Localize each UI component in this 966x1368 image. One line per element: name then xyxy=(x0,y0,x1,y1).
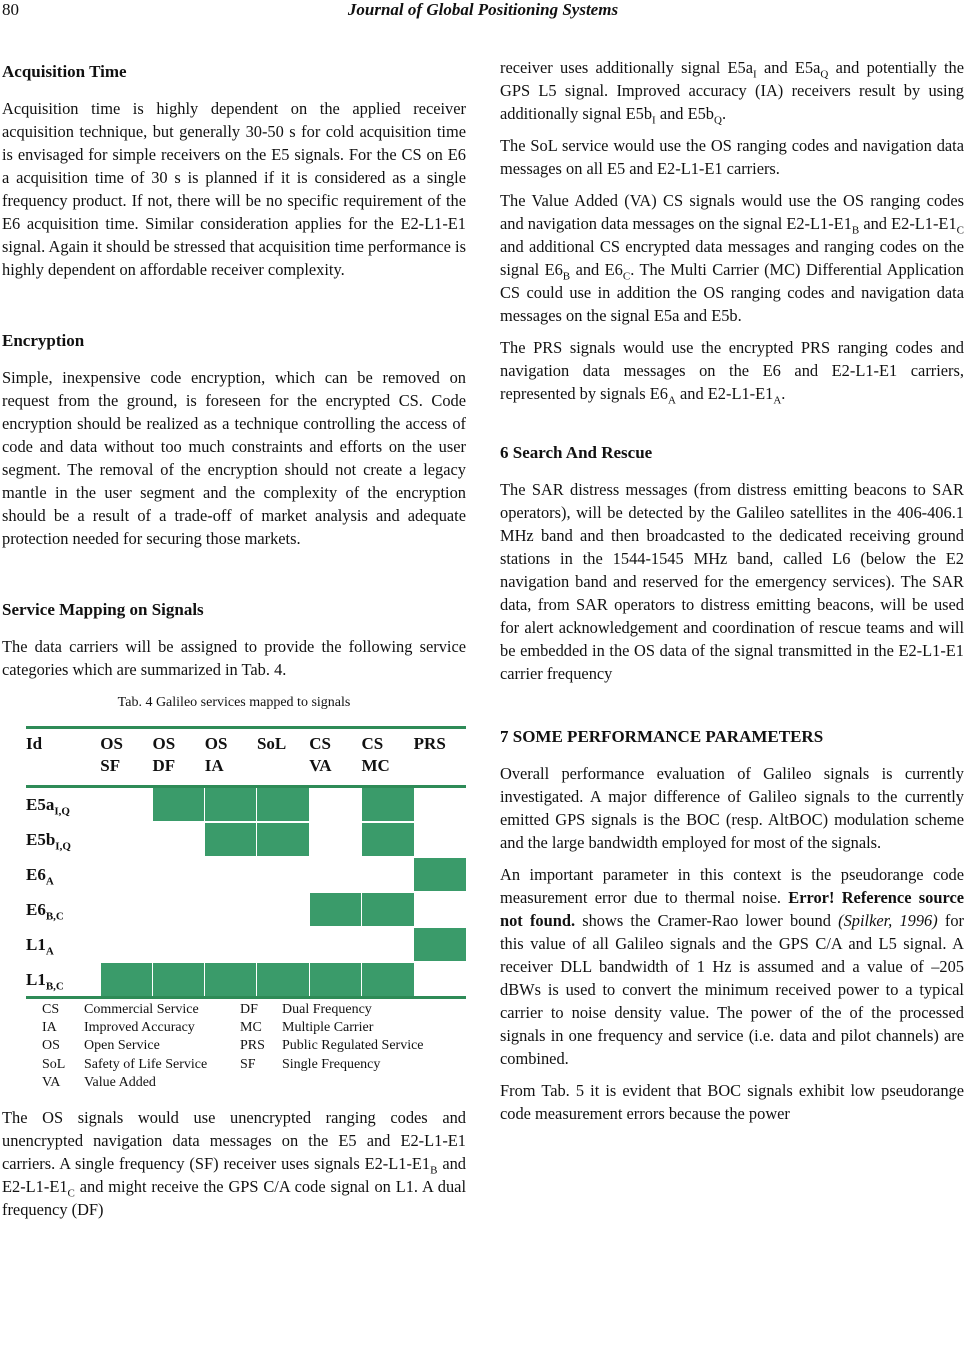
mapped-cell xyxy=(153,962,205,998)
mapped-cell xyxy=(361,787,413,823)
paragraph-encryption: Simple, inexpensive code encryption, which can be removed on request from the ground, is foreseen for the encrypted CS. Code encryption should be realized as a technique controlling the access of code and data without too much constraints and efforts on the user segment. The removal of the encryption should not create a legacy mantle in the user segment and the complexity of the encryption should be a result of a trade-off of market analysis and adequate protection needed for securing those markets. xyxy=(2,368,466,548)
mapped-cell xyxy=(257,962,309,998)
paragraph-prs: The PRS signals would use the encrypted PRS ranging codes and navigation data messages on the E6 and E2-L1-E1 carriers, represented by signals $E6_A$ and $E2-L1-E1_A$. xyxy=(500,338,964,407)
abbreviation-code: PRS xyxy=(240,1038,265,1054)
empty-cell xyxy=(100,857,152,892)
empty-cell xyxy=(153,892,205,927)
service-table xyxy=(26,726,466,999)
table-header-cell: CS VA xyxy=(309,728,361,787)
abbreviation-row xyxy=(42,1019,466,1037)
table-header-cell: OS IA xyxy=(205,728,257,787)
empty-cell xyxy=(309,857,361,892)
reference-error-text: Error! Reference source not found. xyxy=(500,888,965,930)
table-row xyxy=(26,927,466,962)
table-header-cell: PRS xyxy=(414,728,466,787)
mapped-cell xyxy=(257,822,309,857)
abbreviation-meaning xyxy=(282,1074,462,1092)
paragraph-os-signals: The OS signals would use unencrypted ranging codes and unencrypted navigation data messages on the E5 and E2-L1-E1 carriers. A single frequency (SF) receiver uses signals $E2-L1-E1_B$ and $E2-L1-E1_C$ and might receive the GPS C/A code signal on L1. A dual frequency (DF) xyxy=(2,1108,467,1220)
abbreviation-meaning: Public Regulated Service xyxy=(282,1038,424,1054)
empty-cell xyxy=(309,927,361,962)
citation-spilker: (Spilker, 1996) xyxy=(838,911,938,930)
empty-cell xyxy=(100,927,152,962)
paragraph-sar: The SAR distress messages (from distress emitting beacons to SAR operators), will be detected by the Galileo satellites in the 406-406.1 MHz band and then broadcasted to the dedicated receiving ground stations in the 1544-1545 MHz band, called L6 (below the E2 navigation band and reserved for the emergency services). The SAR data, from SAR operators to distress emitting beacons, will be used for alert acknowledgement and coordination of rescue teams and will be embedded in the OS data of the signal transmitted in the E2-L1-E1 carrier frequency xyxy=(500,480,964,683)
paragraph-boc-signals: From Tab. 5 it is evident that BOC signals exhibit low pseudorange code measurement errors because the power xyxy=(500,1081,964,1123)
abbreviation-code: VA xyxy=(42,1074,61,1090)
mapped-cell xyxy=(309,892,361,927)
signal-id-cell: $E5a_{I,Q}$ xyxy=(26,787,100,823)
empty-cell xyxy=(153,822,205,857)
empty-cell xyxy=(361,927,413,962)
table-header-subline xyxy=(414,755,466,777)
paragraph-acquisition: Acquisition time is highly dependent on the applied receiver acquisition technique, but generally 30-50 s for cold acquisition time is envisaged for simple receivers on the E5 signals. For the CS on E6 a acquisition time of 30 s is planned if it is considered as a single frequency product. If not, there will be no specific requirement of the E6 acquisition time. Similar consideration applies for the E2-L1-E1 signal. Again it should be stressed that acquisition time performance is highly dependent on affordable receiver complexity. xyxy=(2,99,466,279)
mapped-cell xyxy=(100,962,152,998)
abbreviation-meaning: Multiple Carrier xyxy=(282,1020,374,1036)
mapped-cell xyxy=(361,892,413,927)
empty-cell xyxy=(257,892,309,927)
abbreviation-row xyxy=(42,1001,466,1019)
table-row xyxy=(26,892,466,927)
mapped-cell xyxy=(414,857,466,892)
paragraph-performance-overview: Overall performance evaluation of Galileo signals is currently investigated. A major difference of Galileo signals to the currently emitted GPS signals is the BOC (resp. AltBOC) modulation scheme and the large bandwidth employed for most of the signals. xyxy=(500,764,964,852)
empty-cell xyxy=(205,927,257,962)
mapped-cell xyxy=(205,787,257,823)
empty-cell xyxy=(153,927,205,962)
mapped-cell xyxy=(205,962,257,998)
table-header-subline xyxy=(26,755,100,777)
table-row xyxy=(26,857,466,892)
table-header-cell: SoL xyxy=(257,728,309,787)
empty-cell xyxy=(257,927,309,962)
paragraph-sol: The SoL service would use the OS ranging codes and navigation data messages on all E5 and E2-L1-E1 carriers. xyxy=(500,136,964,178)
abbreviation-meaning: Safety of Life Service xyxy=(84,1056,208,1072)
table-header-row xyxy=(26,728,466,787)
abbreviation-meaning: Open Service xyxy=(84,1038,160,1054)
mapped-cell xyxy=(361,822,413,857)
abbreviation-meaning: Single Frequency xyxy=(282,1056,381,1072)
empty-cell xyxy=(100,822,152,857)
table-row xyxy=(26,787,466,823)
empty-cell xyxy=(414,822,466,857)
empty-cell xyxy=(100,787,152,823)
empty-cell xyxy=(153,857,205,892)
table-row xyxy=(26,962,466,998)
mapped-cell xyxy=(309,962,361,998)
table-header-subline: MC xyxy=(361,756,390,775)
mapped-cell xyxy=(414,927,466,962)
abbreviation-code xyxy=(240,1074,282,1092)
signal-id-cell: $E6_{B,C}$ xyxy=(26,892,100,927)
left-column xyxy=(2,56,466,1221)
abbreviation-meaning: Dual Frequency xyxy=(282,1002,372,1017)
empty-cell xyxy=(309,787,361,823)
table-header-cell: OS SF xyxy=(100,728,152,787)
heading-performance-parameters: 7 SOME PERFORMANCE PARAMETERS xyxy=(500,727,824,746)
abbreviation-row xyxy=(42,1074,466,1092)
empty-cell xyxy=(309,822,361,857)
empty-cell xyxy=(100,892,152,927)
heading-service-mapping: Service Mapping on Signals xyxy=(2,600,204,619)
empty-cell xyxy=(205,857,257,892)
abbreviation-meaning: Commercial Service xyxy=(84,1002,199,1017)
signal-id-cell: $E6_A$ xyxy=(26,857,100,892)
abbreviation-code: DF xyxy=(240,1002,258,1017)
table-header-subline: VA xyxy=(309,756,332,775)
table-header-subline: DF xyxy=(152,756,176,775)
empty-cell xyxy=(414,892,466,927)
mapped-cell xyxy=(257,787,309,823)
heading-acquisition-time: Acquisition Time xyxy=(2,62,127,81)
mapped-cell xyxy=(205,822,257,857)
signal-id-cell: $L1_A$ xyxy=(26,927,100,962)
abbreviation-code: SoL xyxy=(42,1056,66,1072)
abbreviation-meaning: Improved Accuracy xyxy=(84,1020,195,1036)
paragraph-df-receiver: receiver uses additionally signal $E5a_I$ and $E5a_Q$ and potentially the GPS L5 signal. Improved accuracy (IA) receivers result by using additionally signal $E5b_I$ and $E5b_Q$. xyxy=(500,58,964,127)
empty-cell xyxy=(414,962,466,998)
paragraph-service-mapping: The data carriers will be assigned to provide the following service categories which are summarized in Tab. 4. xyxy=(2,637,466,679)
table-header-cell: Id xyxy=(26,728,100,787)
empty-cell xyxy=(361,857,413,892)
mapped-cell xyxy=(153,787,205,823)
heading-search-and-rescue: 6 Search And Rescue xyxy=(500,443,653,462)
abbreviation-code: OS xyxy=(42,1038,60,1054)
table-header-subline: SF xyxy=(100,756,121,775)
abbreviation-code: IA xyxy=(42,1020,57,1036)
right-column xyxy=(500,56,964,1125)
abbreviation-legend xyxy=(42,1001,466,1092)
abbreviation-code: MC xyxy=(240,1020,262,1036)
page-number: 80 xyxy=(2,0,19,19)
table-header-cell: OS DF xyxy=(153,728,205,787)
abbreviation-row xyxy=(42,1037,466,1055)
empty-cell xyxy=(205,892,257,927)
table-header-subline: IA xyxy=(204,756,224,775)
abbreviation-code: SF xyxy=(240,1056,256,1072)
table-header-cell: CS MC xyxy=(361,728,413,787)
heading-encryption: Encryption xyxy=(2,331,85,350)
table-caption: Tab. 4 Galileo services mapped to signals xyxy=(117,695,351,710)
signal-id-cell: $E5b_{I,Q}$ xyxy=(26,822,100,857)
abbreviation-row xyxy=(42,1056,466,1074)
paragraph-pseudorange-error: An important parameter in this context is the pseudorange code measurement error due to thermal noise. Error! Reference source not found. shows the Cramer-Rao lower bound (Spilker, 1996) for this value of all Galileo signals and the GPS C/A and L5 signal. A receiver DLL bandwidth of 1 Hz is assumed and a value of –205 dBWs is used to convert the minimum received power to a typical carrier to noise density value. The power of the of the processed signals in one frequency and service (i.e. data and pilot channels) are combined. xyxy=(500,865,965,1068)
table-row xyxy=(26,822,466,857)
abbreviation-meaning: Value Added xyxy=(84,1074,156,1090)
table-header-subline xyxy=(257,755,309,777)
empty-cell xyxy=(257,857,309,892)
paragraph-va-cs: The Value Added (VA) CS signals would use the OS ranging codes and navigation data messages on the signal $E2-L1-E1_B$ and $E2-L1-E1_C$ and additional CS encrypted data messages and ranging codes on the signal $E6_B$ and $E6_C$. The Multi Carrier (MC) Differential Application CS could use in addition the OS ranging codes and navigation data messages on the signal E5a and E5b. xyxy=(500,191,964,325)
journal-title: Journal of Global Positioning Systems xyxy=(347,0,619,19)
signal-id-cell: $L1_{B,C}$ xyxy=(26,962,100,998)
empty-cell xyxy=(414,787,466,823)
abbreviation-code: CS xyxy=(42,1002,60,1017)
mapped-cell xyxy=(361,962,413,998)
